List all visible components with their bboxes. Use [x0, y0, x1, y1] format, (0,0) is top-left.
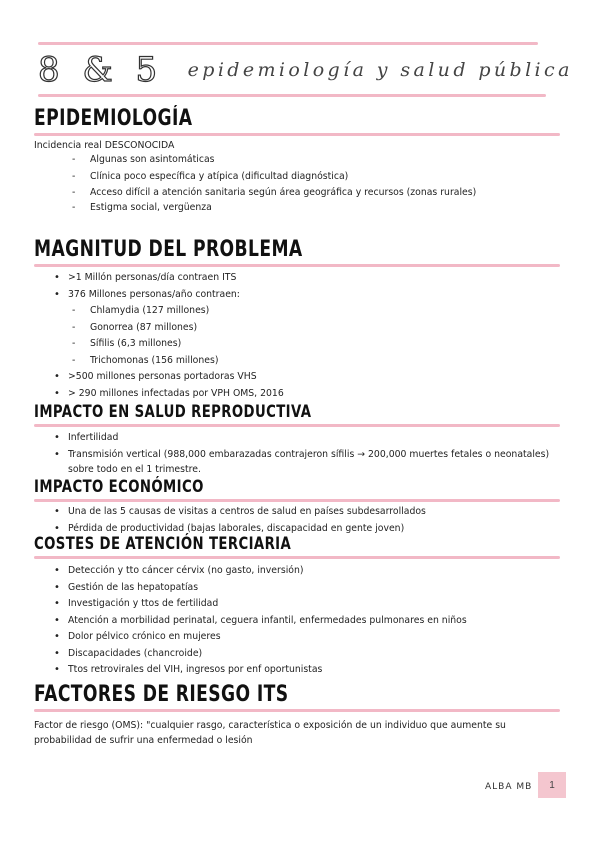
section-title: COSTES DE ATENCIÓN TERCIARIA	[34, 534, 292, 554]
subject-number: 8 & 5	[38, 50, 164, 90]
list-item: • > 290 millones infectadas por VPH OMS, 2016	[34, 386, 560, 403]
list-item: - Acceso difícil a atención sanitaria según área geográfica y recursos (zonas rurales)	[34, 185, 560, 200]
header-title	[38, 50, 573, 90]
impacto-reproductiva-list	[34, 430, 560, 477]
list-item: - Clínica poco específica y atípica (dificultad diagnóstica)	[34, 169, 560, 186]
section-title: EPIDEMIOLOGÍA	[34, 106, 193, 131]
list-item: - Chlamydia (127 millones)	[34, 303, 560, 320]
section-title: MAGNITUD DEL PROBLEMA	[34, 237, 303, 262]
intro-text: Incidencia real DESCONOCIDA	[34, 140, 175, 151]
section-divider	[34, 499, 560, 502]
list-item: • Investigación y ttos de fertilidad	[34, 596, 560, 613]
section-divider	[34, 133, 560, 136]
list-item: • >500 millones personas portadoras VHS	[34, 369, 560, 386]
section-title: IMPACTO EN SALUD REPRODUCTIVA	[34, 402, 312, 422]
list-item: - Sífilis (6,3 millones)	[34, 336, 560, 353]
section-epidemiologia	[34, 108, 560, 217]
list-item: • Pérdida de productividad (bajas laborales, discapacidad en gente joven)	[34, 521, 560, 538]
section-impacto-reproductiva	[34, 404, 560, 477]
section-divider	[34, 424, 560, 427]
list-item: • Ttos retrovirales del VIH, ingresos por enf oportunistas	[34, 662, 560, 679]
list-item: - Gonorrea (87 millones)	[34, 320, 560, 337]
costes-list	[34, 563, 560, 679]
subject-title: epidemiología y salud pública	[187, 59, 573, 81]
section-factores	[34, 684, 560, 748]
list-item: • 376 Millones personas/año contraen:	[34, 287, 560, 304]
definition-text: Factor de riesgo (OMS): "cualquier rasgo, característica o exposición de un individuo que aumente su probabilidad de sufrir una enfermedad o lesión	[34, 720, 506, 746]
list-item: - Estigma social, vergüenza	[34, 200, 560, 217]
section-divider	[34, 264, 560, 267]
list-item: • Infertilidad	[34, 430, 560, 447]
list-item: • Detección y tto cáncer cérvix (no gasto, inversión)	[34, 563, 560, 580]
list-item: • Gestión de las hepatopatías	[34, 580, 560, 597]
list-item: • Discapacidades (chancroide)	[34, 646, 560, 663]
header-top-line	[38, 42, 538, 45]
section-magnitud	[34, 239, 560, 402]
list-item: • Transmisión vertical (988,000 embarazadas contrajeron sífilis → 200,000 muertes fetales o neonatales) sobre todo en el 1 trimestre.	[34, 447, 560, 477]
page-number: 1	[538, 772, 566, 798]
list-item: • Atención a morbilidad perinatal, ceguera infantil, enfermedades pulmonares en niños	[34, 613, 560, 630]
section-costes	[34, 536, 560, 679]
section-title: IMPACTO ECONÓMICO	[34, 477, 204, 497]
section-divider	[34, 556, 560, 559]
section-title: FACTORES DE RIESGO ITS	[34, 682, 289, 707]
list-item: • Una de las 5 causas de visitas a centros de salud en países subdesarrollados	[34, 504, 560, 521]
list-item: • Dolor pélvico crónico en mujeres	[34, 629, 560, 646]
footer-author: ALBA MB	[485, 782, 533, 792]
list-item: • >1 Millón personas/día contraen ITS	[34, 270, 560, 287]
header-bottom-line	[38, 94, 546, 97]
section-divider	[34, 709, 560, 712]
impacto-economico-list	[34, 504, 560, 537]
magnitud-list	[34, 270, 560, 402]
section-impacto-economico	[34, 479, 560, 537]
epidemiologia-list	[34, 152, 560, 217]
list-item: - Trichomonas (156 millones)	[34, 353, 560, 370]
list-item: - Algunas son asintomáticas	[34, 152, 560, 169]
